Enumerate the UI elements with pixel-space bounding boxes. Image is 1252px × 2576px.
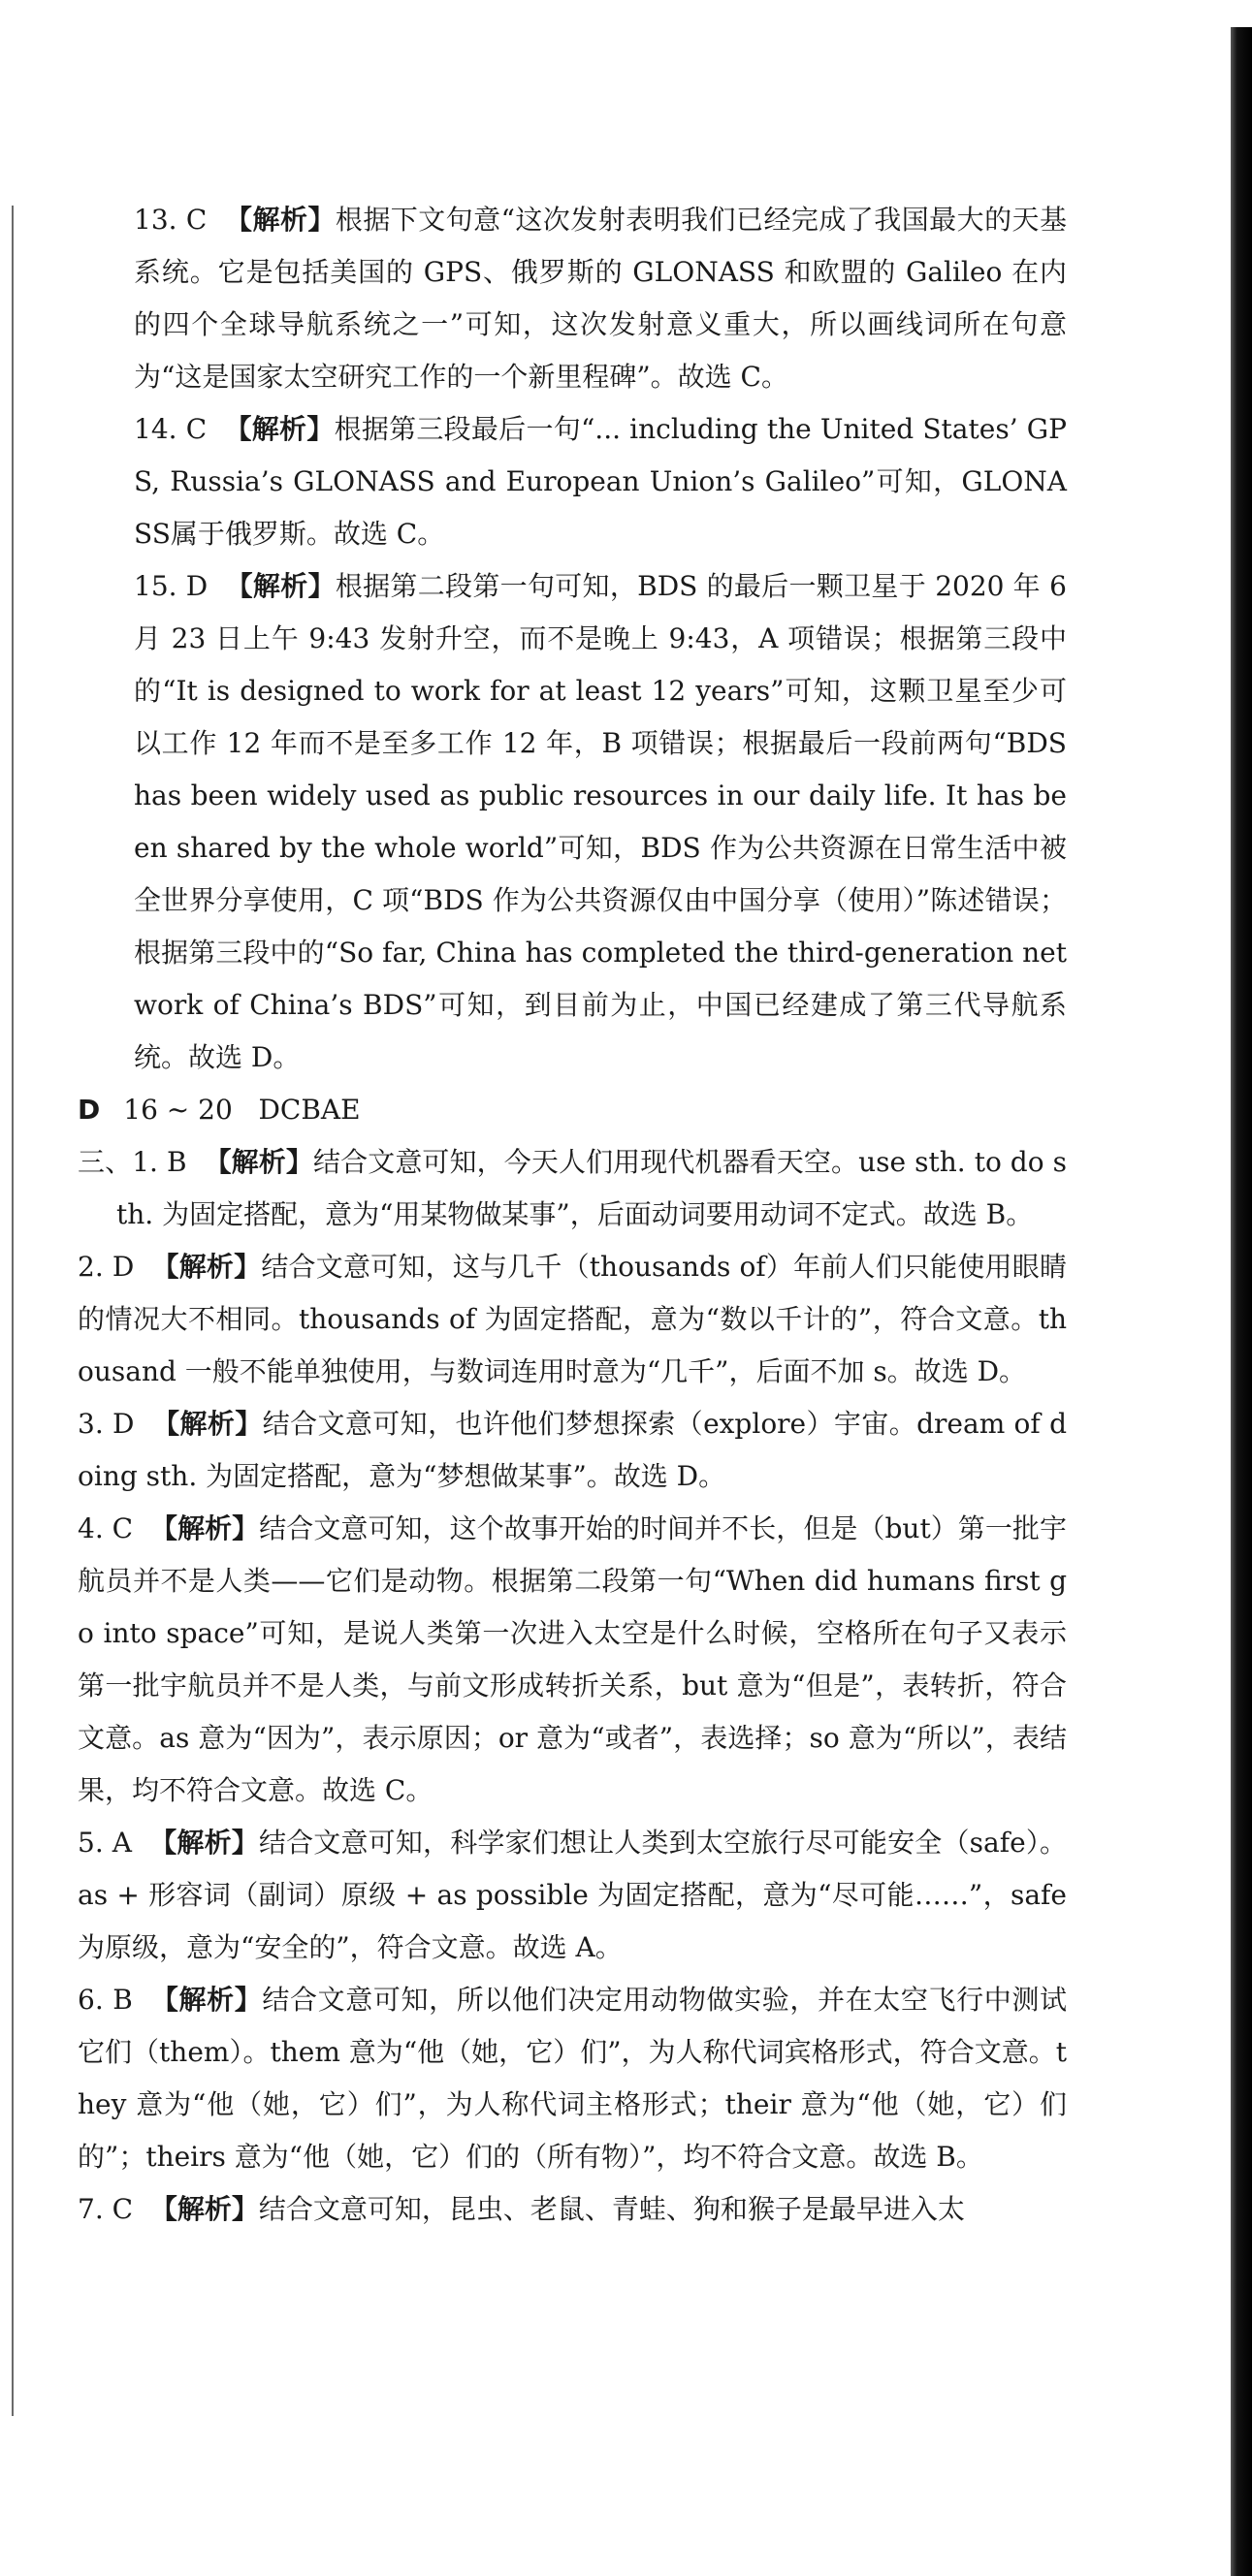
answer-item-3-3: 3. D 【解析】结合文意可知，也许他们梦想探索（explore）宇宙。dream of doing sth. 为固定搭配，意为“梦想做某事”。故选 D。 [78, 1408, 1067, 1492]
margin-rule [12, 206, 14, 2416]
answer-item-14: 14. C 【解析】根据第三段最后一句“... including the United States’ GPS, Russia’s GLONASS and European Union’s Galileo”可知，GLONASS属于俄罗斯。故选 C。 [134, 413, 1067, 550]
part2-answers [78, 194, 1067, 1084]
answer-explanation: 根据第二段第一句可知，BDS 的最后一颗卫星于 2020 年 6 月 23 日上午 9:43 发射升空，而不是晚上 9:43，A 项错误；根据第三段中的“It is designed to work for at least 12 years”可知，这颗卫星至少可以工作 12 年而不是至多工作 12 年，B 项错误；根据最后一段前两句“BDS has been widely used as public resources in our daily life. It has been shared by the whole world”可知，BDS 作为公共资源在日常生活中被全世界分享使用，C 项“BDS 作为公共资源仅由中国分享（使用）”陈述错误；根据第三段中的“So far, China has completed the third-generation network of China’s BDS”可知，到目前为止，中国已经建成了第三代导航系统。故选 D。 [134, 570, 1067, 1073]
answer-item-3-2: 2. D 【解析】结合文意可知，这与几千（thousands of）年前人们只能使用眼睛的情况大不相同。thousands of 为固定搭配，意为“数以千计的”，符合文意。thousand 一般不能单独使用，与数词连用时意为“几千”，后面不加 s。故选 D。 [78, 1251, 1067, 1387]
answer-item-3-7: 7. C 【解析】结合文意可知，昆虫、老鼠、青蛙、狗和猴子是最早进入太 [78, 2193, 965, 2225]
part3-answers [78, 1136, 1067, 2236]
part3-prefix: 三、 [78, 1146, 133, 1178]
analysis-tag: 【解析】 [225, 570, 336, 602]
answer-explanation: 根据下文句意“这次发射表明我们已经完成了我国最大的天基系统。它是包括美国的 GPS、俄罗斯的 GLONASS 和欧盟的 Galileo 在内的四个全球导航系统之一”可知，这次发射意义重大，所以画线词所在句意为“这是国家太空研究工作的一个新里程碑”。故选 C。 [134, 204, 1067, 393]
answer-explanation: 结合文意可知，这与几千（thousands of）年前人们只能使用眼睛的情况大不相同。thousands of 为固定搭配，意为“数以千计的”，符合文意。thousand 一般不能单独使用，与数词连用时意为“几千”，后面不加 s。故选 D。 [78, 1251, 1067, 1387]
analysis-tag: 【解析】 [224, 413, 335, 445]
answer-item-3-4: 4. C 【解析】结合文意可知，这个故事开始的时间并不长，但是（but）第一批宇航员并不是人类——它们是动物。根据第二段第一句“When did humans first go into space”可知，是说人类第一次进入太空是什么时候，空格所在句子又表示第一批宇航员并不是人类，与前文形成转折关系，but 意为“但是”，表转折，符合文意。as 意为“因为”，表示原因；or 意为“或者”，表选择；so 意为“所以”，表结果，均不符合文意。故选 C。 [78, 1512, 1067, 1806]
answer-item-3-5: 5. A 【解析】结合文意可知，科学家们想让人类到太空旅行尽可能安全（safe）。as + 形容词（副词）原级 + as possible 为固定搭配，意为“尽可能……”，safe 为原级，意为“安全的”，符合文意。故选 A。 [78, 1827, 1067, 1963]
part-d-answers [78, 1084, 1067, 1136]
analysis-tag: 【解析】 [151, 1251, 262, 1283]
part-d-range: 16 ~ 20 [123, 1094, 233, 1126]
analysis-tag: 【解析】 [149, 2193, 259, 2225]
answer-item-13: 13. C 【解析】根据下文句意“这次发射表明我们已经完成了我国最大的天基系统。它是包括美国的 GPS、俄罗斯的 GLONASS 和欧盟的 Galileo 在内的四个全球导航系统之一”可知，这次发射意义重大，所以画线词所在句意为“这是国家太空研究工作的一个新里程碑”。故选 C。 [134, 204, 1067, 393]
analysis-tag: 【解析】 [149, 1827, 259, 1859]
part-d-letter: D [78, 1094, 101, 1126]
page-edge-shadow [1231, 27, 1252, 2576]
analysis-tag: 【解析】 [152, 1408, 263, 1440]
analysis-tag: 【解析】 [204, 1146, 313, 1178]
answer-explanation: 结合文意可知，所以他们决定用动物做实验，并在太空飞行中测试它们（them）。them 意为“他（她，它）们”，为人称代词宾格形式，符合文意。they 意为“他（她，它）们”，为人称代词主格形式；their 意为“他（她，它）们的”；theirs 意为“他（她，它）们的（所有物）”，均不符合文意。故选 B。 [78, 1984, 1067, 2173]
answer-item-3-6: 6. B 【解析】结合文意可知，所以他们决定用动物做实验，并在太空飞行中测试它们（them）。them 意为“他（她，它）们”，为人称代词宾格形式，符合文意。they 意为“他（她，它）们”，为人称代词主格形式；their 意为“他（她，它）们的”；theirs 意为“他（她，它）们的（所有物）”，均不符合文意。故选 B。 [78, 1984, 1067, 2173]
part-d-answer-string: DCBAE [258, 1094, 361, 1126]
answer-explanation: 结合文意可知，今天人们用现代机器看天空。use sth. to do sth. 为固定搭配，意为“用某物做某事”，后面动词要用动词不定式。故选 B。 [116, 1146, 1067, 1230]
analysis-tag: 【解析】 [225, 204, 336, 236]
answer-key-page [78, 194, 1067, 2236]
answer-explanation: 结合文意可知，也许他们梦想探索（explore）宇宙。dream of doing sth. 为固定搭配，意为“梦想做某事”。故选 D。 [78, 1408, 1067, 1492]
answer-item-3-1: 三、1. B 【解析】结合文意可知，今天人们用现代机器看天空。use sth. to do sth. 为固定搭配，意为“用某物做某事”，后面动词要用动词不定式。故选 B。 [78, 1146, 1067, 1230]
answer-item-15: 15. D 【解析】根据第二段第一句可知，BDS 的最后一颗卫星于 2020 年 6 月 23 日上午 9:43 发射升空，而不是晚上 9:43，A 项错误；根据第三段中的“It is designed to work for at least 12 years”可知，这颗卫星至少可以工作 12 年而不是至多工作 12 年，B 项错误；根据最后一段前两句“BDS has been widely used as public resources in our daily life. It has been shared by the whole world”可知，BDS 作为公共资源在日常生活中被全世界分享使用，C 项“BDS 作为公共资源仅由中国分享（使用）”陈述错误；根据第三段中的“So far, China has completed the third-generation network of China’s BDS”可知，到目前为止，中国已经建成了第三代导航系统。故选 D。 [134, 570, 1067, 1073]
analysis-tag: 【解析】 [150, 1512, 260, 1544]
answer-explanation: 结合文意可知，这个故事开始的时间并不长，但是（but）第一批宇航员并不是人类——它们是动物。根据第二段第一句“When did humans first go into space”可知，是说人类第一次进入太空是什么时候，空格所在句子又表示第一批宇航员并不是人类，与前文形成转折关系，but 意为“但是”，表转折，符合文意。as 意为“因为”，表示原因；or 意为“或者”，表选择；so 意为“所以”，表结果，均不符合文意。故选 C。 [78, 1512, 1067, 1806]
answer-explanation: 根据第三段最后一句“... including the United States’ GPS, Russia’s GLONASS and European Union’s Galileo”可知，GLONASS属于俄罗斯。故选 C。 [134, 413, 1067, 550]
analysis-tag: 【解析】 [150, 1984, 263, 2016]
answer-explanation: 结合文意可知，昆虫、老鼠、青蛙、狗和猴子是最早进入太 [258, 2193, 965, 2225]
answer-explanation: 结合文意可知，科学家们想让人类到太空旅行尽可能安全（safe）。as + 形容词（副词）原级 + as possible 为固定搭配，意为“尽可能……”，safe 为原级，意为“安全的”，符合文意。故选 A。 [78, 1827, 1067, 1963]
